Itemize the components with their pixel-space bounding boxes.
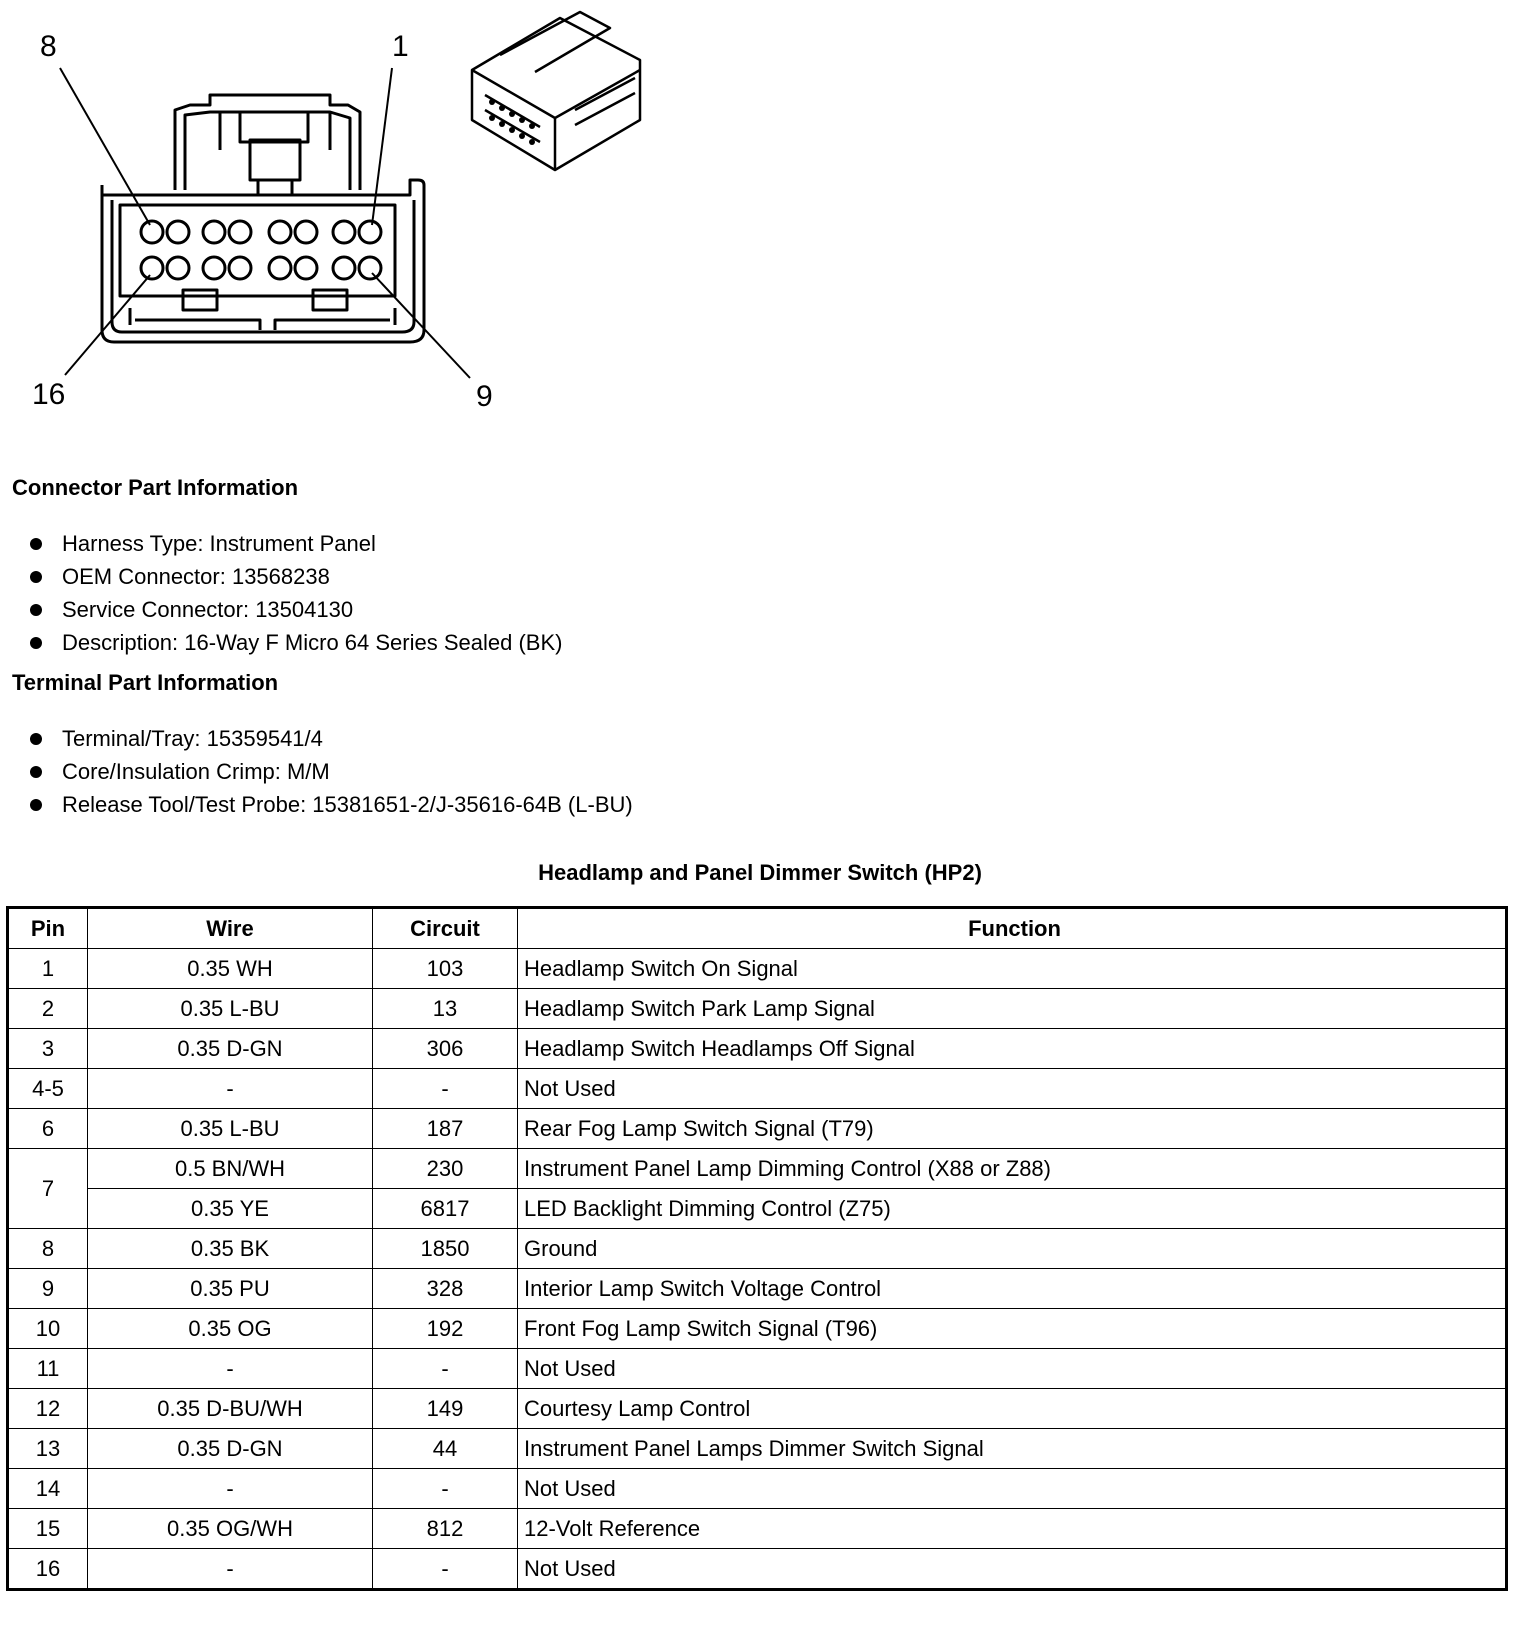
cell-wire: - bbox=[88, 1349, 373, 1389]
cell-pin: 1 bbox=[8, 949, 88, 989]
cell-function: Ground bbox=[518, 1229, 1507, 1269]
cell-circuit: 192 bbox=[373, 1309, 518, 1349]
table-row bbox=[8, 1429, 1507, 1469]
cell-pin: 13 bbox=[8, 1429, 88, 1469]
list-item: OEM Connector: 13568238 bbox=[30, 560, 562, 593]
header-pin: Pin bbox=[8, 908, 88, 949]
cell-circuit: - bbox=[373, 1349, 518, 1389]
cell-function: Interior Lamp Switch Voltage Control bbox=[518, 1269, 1507, 1309]
list-item: Terminal/Tray: 15359541/4 bbox=[30, 722, 633, 755]
cell-pin: 14 bbox=[8, 1469, 88, 1509]
cell-pin: 3 bbox=[8, 1029, 88, 1069]
cell-circuit: 812 bbox=[373, 1509, 518, 1549]
cell-wire: 0.35 WH bbox=[88, 949, 373, 989]
cell-circuit: - bbox=[373, 1469, 518, 1509]
cell-wire: - bbox=[88, 1549, 373, 1590]
list-item: Harness Type: Instrument Panel bbox=[30, 527, 562, 560]
cell-pin: 9 bbox=[8, 1269, 88, 1309]
cell-pin: 16 bbox=[8, 1549, 88, 1590]
cell-wire: 0.35 YE bbox=[88, 1189, 373, 1229]
cell-pin: 10 bbox=[8, 1309, 88, 1349]
table-row bbox=[8, 1349, 1507, 1389]
pin-label-8: 8 bbox=[40, 30, 57, 63]
connector-diagram bbox=[0, 0, 700, 430]
cell-circuit: 187 bbox=[373, 1109, 518, 1149]
cell-circuit: - bbox=[373, 1069, 518, 1109]
cell-function: 12-Volt Reference bbox=[518, 1509, 1507, 1549]
pin-label-9: 9 bbox=[476, 380, 493, 413]
cell-wire: - bbox=[88, 1469, 373, 1509]
table-row bbox=[8, 1309, 1507, 1349]
terminal-info-title: Terminal Part Information bbox=[12, 670, 279, 695]
terminal-info-list bbox=[30, 722, 633, 821]
table-row bbox=[8, 1509, 1507, 1549]
cell-pin: 2 bbox=[8, 989, 88, 1029]
cell-circuit: 149 bbox=[373, 1389, 518, 1429]
table-row bbox=[8, 1269, 1507, 1309]
list-item: Service Connector: 13504130 bbox=[30, 593, 562, 626]
cell-wire: 0.35 PU bbox=[88, 1269, 373, 1309]
cell-wire: 0.35 D-GN bbox=[88, 1429, 373, 1469]
cell-wire: 0.35 L-BU bbox=[88, 1109, 373, 1149]
pin-label-1: 1 bbox=[392, 30, 409, 63]
table-row bbox=[8, 1069, 1507, 1109]
cell-pin: 8 bbox=[8, 1229, 88, 1269]
table-row bbox=[8, 1389, 1507, 1429]
cell-function: Headlamp Switch Headlamps Off Signal bbox=[518, 1029, 1507, 1069]
cell-circuit: 230 bbox=[373, 1149, 518, 1189]
cell-wire: 0.35 D-GN bbox=[88, 1029, 373, 1069]
cell-function: Rear Fog Lamp Switch Signal (T79) bbox=[518, 1109, 1507, 1149]
cell-circuit: 328 bbox=[373, 1269, 518, 1309]
cell-function: Not Used bbox=[518, 1549, 1507, 1590]
connector-info-title: Connector Part Information bbox=[12, 475, 299, 500]
cell-wire: 0.35 L-BU bbox=[88, 989, 373, 1029]
table-row bbox=[8, 1549, 1507, 1590]
table-header-row bbox=[8, 908, 1507, 949]
cell-circuit: 6817 bbox=[373, 1189, 518, 1229]
table-row bbox=[8, 1189, 1507, 1229]
header-circuit: Circuit bbox=[373, 908, 518, 949]
cell-function: Headlamp Switch Park Lamp Signal bbox=[518, 989, 1507, 1029]
cell-function: Not Used bbox=[518, 1069, 1507, 1109]
cell-function: Courtesy Lamp Control bbox=[518, 1389, 1507, 1429]
connector-info-list bbox=[30, 527, 562, 659]
cell-circuit: - bbox=[373, 1549, 518, 1590]
table-row bbox=[8, 1149, 1507, 1189]
list-item: Core/Insulation Crimp: M/M bbox=[30, 755, 633, 788]
cell-pin: 11 bbox=[8, 1349, 88, 1389]
cell-wire: 0.5 BN/WH bbox=[88, 1149, 373, 1189]
pin-label-16: 16 bbox=[32, 378, 66, 411]
table-row bbox=[8, 1109, 1507, 1149]
cell-function: Instrument Panel Lamp Dimming Control (X88 or Z88) bbox=[518, 1149, 1507, 1189]
cell-function: Front Fog Lamp Switch Signal (T96) bbox=[518, 1309, 1507, 1349]
cell-pin: 12 bbox=[8, 1389, 88, 1429]
cell-circuit: 13 bbox=[373, 989, 518, 1029]
cell-wire: 0.35 BK bbox=[88, 1229, 373, 1269]
table-row bbox=[8, 1029, 1507, 1069]
cell-function: Headlamp Switch On Signal bbox=[518, 949, 1507, 989]
cell-wire: 0.35 OG/WH bbox=[88, 1509, 373, 1549]
cell-circuit: 103 bbox=[373, 949, 518, 989]
cell-wire: - bbox=[88, 1069, 373, 1109]
table-row bbox=[8, 989, 1507, 1029]
cell-function: LED Backlight Dimming Control (Z75) bbox=[518, 1189, 1507, 1229]
header-wire: Wire bbox=[88, 908, 373, 949]
table-row bbox=[8, 1229, 1507, 1269]
header-function: Function bbox=[518, 908, 1507, 949]
cell-wire: 0.35 OG bbox=[88, 1309, 373, 1349]
cell-pin: 4-5 bbox=[8, 1069, 88, 1109]
cell-pin: 7 bbox=[8, 1149, 88, 1229]
pinout-table bbox=[6, 906, 1508, 1591]
list-item: Release Tool/Test Probe: 15381651-2/J-35616-64B (L-BU) bbox=[30, 788, 633, 821]
cell-circuit: 44 bbox=[373, 1429, 518, 1469]
cell-circuit: 1850 bbox=[373, 1229, 518, 1269]
list-item: Description: 16-Way F Micro 64 Series Sealed (BK) bbox=[30, 626, 562, 659]
cell-function: Not Used bbox=[518, 1349, 1507, 1389]
cell-pin: 15 bbox=[8, 1509, 88, 1549]
cell-function: Not Used bbox=[518, 1469, 1507, 1509]
cell-function: Instrument Panel Lamps Dimmer Switch Signal bbox=[518, 1429, 1507, 1469]
cell-circuit: 306 bbox=[373, 1029, 518, 1069]
connector-face-drawing bbox=[0, 0, 700, 430]
table-row bbox=[8, 1469, 1507, 1509]
cell-wire: 0.35 D-BU/WH bbox=[88, 1389, 373, 1429]
table-row bbox=[8, 949, 1507, 989]
table-title: Headlamp and Panel Dimmer Switch (HP2) bbox=[538, 860, 982, 885]
cell-pin: 6 bbox=[8, 1109, 88, 1149]
